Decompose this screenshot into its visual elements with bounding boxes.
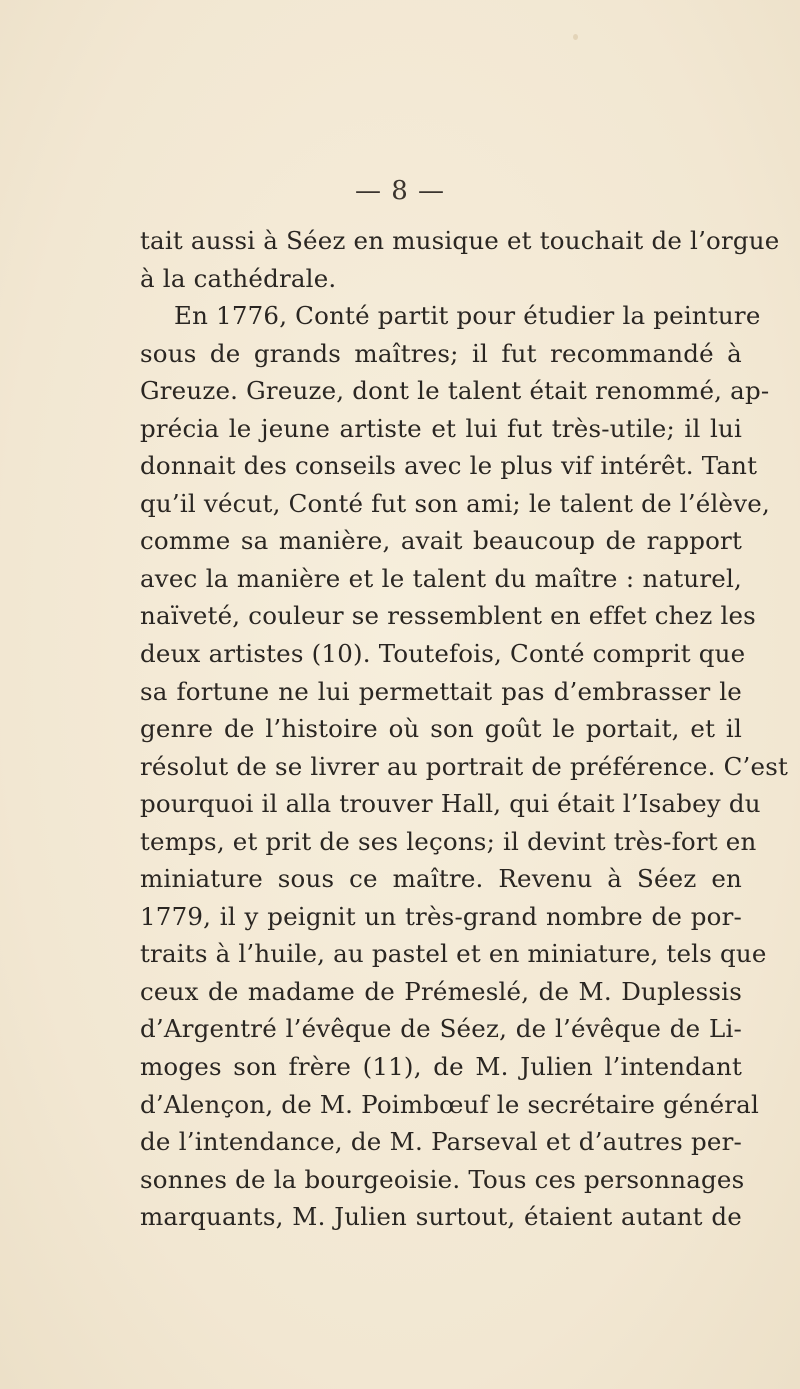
text-line: d’Argentré l’évêque de Séez, de l’évêque de Li- bbox=[140, 1014, 742, 1044]
text-line: sa fortune ne lui permettait pas d’embrasser le bbox=[140, 676, 742, 706]
text-line: deux artistes (10). Toutefois, Conté comprit que bbox=[140, 639, 746, 669]
text-line: résolut de se livrer au portrait de préférence. C’est bbox=[140, 751, 789, 781]
text-line: sous de grands maîtres; il fut recommandé à bbox=[140, 338, 742, 368]
paper-spot bbox=[573, 34, 578, 40]
text-body bbox=[140, 222, 789, 1236]
text-line: comme sa manière, avait beaucoup de rapport bbox=[140, 526, 742, 556]
text-line: 1779, il y peignit un très-grand nombre de por- bbox=[140, 901, 742, 931]
text-line: miniature sous ce maître. Revenu à Séez en bbox=[140, 864, 742, 894]
text-line: tait aussi à Séez en musique et touchait de l’orgue bbox=[140, 226, 780, 255]
text-line: donnait des conseils avec le plus vif intérêt. Tant bbox=[140, 451, 758, 481]
text-line: de l’intendance, de M. Parseval et d’autres per- bbox=[140, 1127, 742, 1157]
text-line: à la cathédrale. bbox=[140, 263, 337, 293]
text-line: En 1776, Conté partit pour étudier la peinture bbox=[174, 301, 761, 331]
text-line: marquants, M. Julien surtout, étaient autant de bbox=[140, 1202, 742, 1232]
text-line: temps, et prit de ses leçons; il devint très-fort en bbox=[140, 826, 757, 856]
text-line: ceux de madame de Prémeslé, de M. Duplessis bbox=[140, 976, 742, 1006]
text-line: traits à l’huile, au pastel et en miniature, tels que bbox=[140, 939, 767, 969]
text-line: moges son frère (11), de M. Julien l’intendant bbox=[140, 1052, 742, 1082]
text-line: Greuze. Greuze, dont le talent était renommé, ap- bbox=[140, 376, 770, 406]
text-line: précia le jeune artiste et lui fut très-utile; il lui bbox=[140, 413, 742, 443]
page-number: — 8 — bbox=[354, 176, 446, 206]
text-line: pourquoi il alla trouver Hall, qui était l’Isabey du bbox=[140, 789, 761, 819]
text-line: d’Alençon, de M. Poimbœuf le secrétaire général bbox=[140, 1089, 760, 1119]
text-line: avec la manière et le talent du maître : naturel, bbox=[140, 563, 742, 593]
text-line: qu’il vécut, Conté fut son ami; le talent de l’élève, bbox=[140, 488, 770, 518]
text-line: genre de l’histoire où son goût le portait, et il bbox=[140, 714, 742, 744]
text-line: naïveté, couleur se ressemblent en effet chez les bbox=[140, 601, 756, 631]
text-line: sonnes de la bourgeoisie. Tous ces personnages bbox=[140, 1164, 745, 1194]
